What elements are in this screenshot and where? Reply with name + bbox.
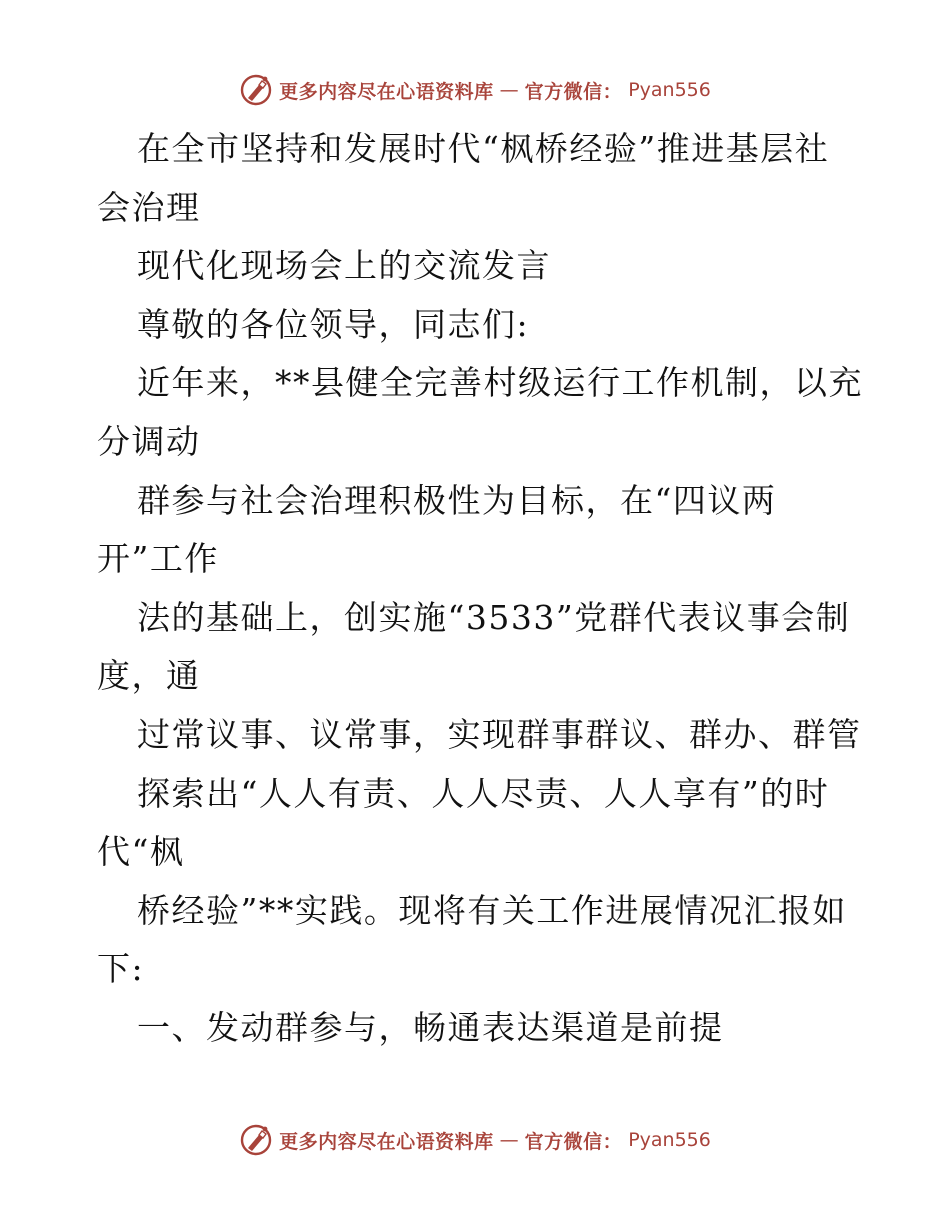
body-text-line: 桥经验”**实践。现将有关工作进展情况汇报如 bbox=[137, 890, 847, 930]
body-text-line: 近年来，**县健全完善村级运行工作机制，以充 bbox=[137, 363, 863, 403]
body-text-line: 下: bbox=[97, 949, 145, 989]
body-text-line: 一、发动群参与，畅通表达渠道是前提 bbox=[137, 1007, 724, 1047]
header-separator: — bbox=[499, 79, 519, 101]
body-text-line: 在全市坚持和发展时代“枫桥经验”推进基层社 bbox=[137, 129, 830, 168]
header-wechat-label: 官方微信： bbox=[524, 80, 623, 103]
body-text-line: 代“枫 bbox=[97, 832, 185, 872]
body-text-line: 分调动 bbox=[97, 421, 201, 461]
footer-wechat-label: 官方微信： bbox=[524, 1130, 623, 1153]
body-text-line: 探索出“人人有责、人人尽责、人人享有”的时 bbox=[137, 773, 830, 813]
body-text-line: 度，通 bbox=[97, 656, 201, 696]
body-text-line: 开”工作 bbox=[97, 539, 219, 579]
header-account: Pyan556 bbox=[628, 79, 711, 101]
pen-seal-logo-icon bbox=[239, 1123, 273, 1157]
footer-banner bbox=[0, 1120, 950, 1160]
footer-account: Pyan556 bbox=[628, 1129, 711, 1151]
body-text-line: 现代化现场会上的交流发言 bbox=[137, 246, 551, 286]
document-body bbox=[97, 120, 863, 1058]
body-text-line: 尊敬的各位领导，同志们: bbox=[137, 304, 530, 344]
body-text-line: 法的基础上，创实施“3533”党群代表议事会制 bbox=[137, 597, 851, 637]
pen-seal-logo-icon bbox=[239, 73, 273, 107]
header-slogan: 更多内容尽在心语资料库 bbox=[279, 80, 494, 103]
body-text-line: 群参与社会治理积极性为目标，在“四议两 bbox=[137, 480, 777, 520]
footer-slogan: 更多内容尽在心语资料库 bbox=[279, 1130, 494, 1153]
header-banner bbox=[0, 70, 950, 110]
footer-separator: — bbox=[499, 1129, 519, 1151]
body-text-line: 会治理 bbox=[97, 187, 201, 227]
body-text-line: 过常议事、议常事，实现群事群议、群办、群管 bbox=[137, 714, 862, 754]
